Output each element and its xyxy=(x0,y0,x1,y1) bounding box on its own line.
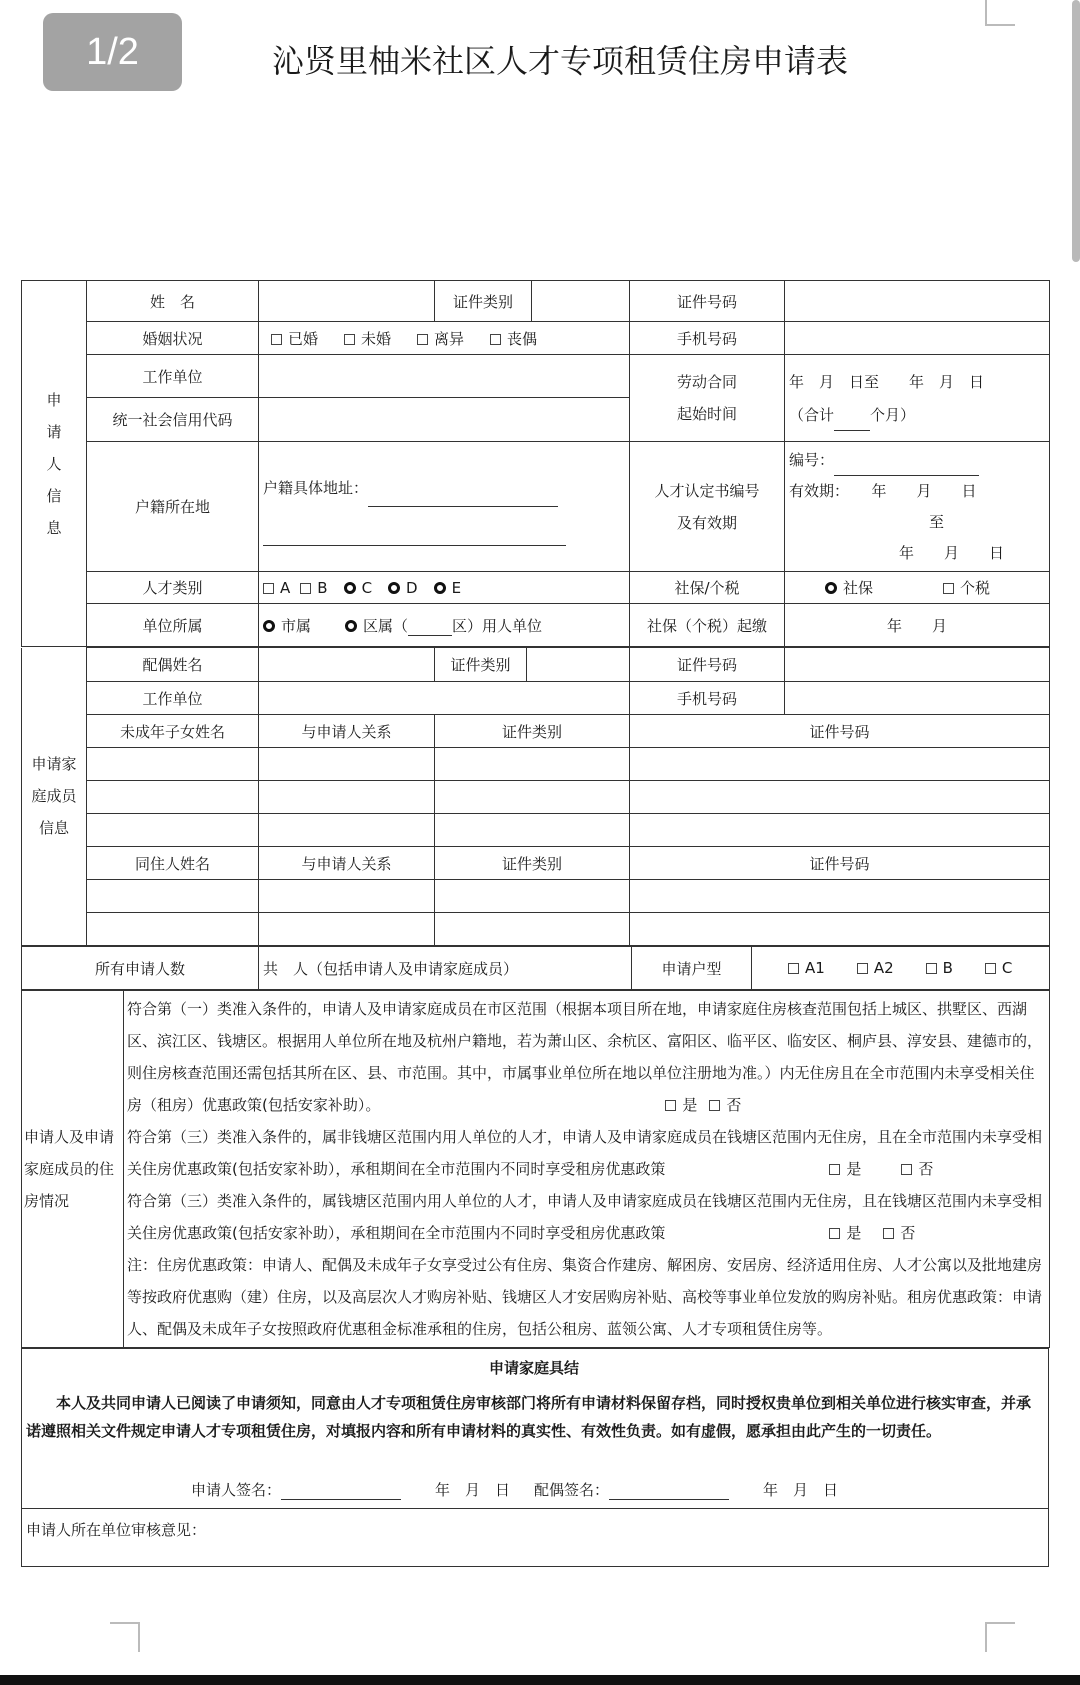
talent-cert-label: 人才认定书编号 及有效期 xyxy=(630,442,785,572)
table-row xyxy=(22,748,1050,781)
name-field[interactable] xyxy=(259,281,435,322)
id-type-header: 证件类别 xyxy=(435,847,630,880)
spouse-employer-field[interactable] xyxy=(259,682,630,715)
housing-note: 注：住房优惠政策：申请人、配偶及未成年子女享受过公有住房、集资合作建房、解困房、安居房、经济适用住房、人才公寓以及批地建房等按政府优惠购（建）住房，以及高层次人才购房补贴、钱塘区人才安居购房补贴、高校等事业单位发放的购房补贴。租房优惠政策：申请人、配偶及未成年子女按照政府优惠租金标准承租的住房，包括公租房、蓝领公寓、人才专项租赁住房等。 xyxy=(127,1256,1043,1338)
hukou-label: 户籍所在地 xyxy=(87,442,259,572)
marital-label: 婚姻状况 xyxy=(87,322,259,355)
phone-label: 手机号码 xyxy=(630,322,785,355)
count-table xyxy=(21,946,1050,990)
social-start-field[interactable]: 年 月 xyxy=(785,604,1050,647)
talent-type-options: A B C D E xyxy=(259,572,630,604)
checkbox[interactable] xyxy=(857,963,868,974)
checkbox[interactable] xyxy=(883,1228,894,1239)
pledge-cell xyxy=(22,1349,1049,1509)
pledge-table xyxy=(21,1348,1049,1567)
document-title: 沁贤里柚米社区人才专项租赁住房申请表 xyxy=(271,42,848,80)
social-start-label: 社保（个税）起缴 xyxy=(630,604,785,647)
page-number: 1/2 xyxy=(86,30,139,73)
checkbox[interactable] xyxy=(490,334,501,345)
credit-code-field[interactable] xyxy=(259,398,630,442)
crop-mark xyxy=(985,1622,1015,1652)
radio-selected[interactable] xyxy=(344,582,356,594)
unit-type-options: A1 A2 B C xyxy=(752,947,1050,990)
condition-1: 符合第（一）类准入条件的，申请人及申请家庭成员在市区范围（根据本项目所在地，申请家庭住房核查范围包括上城区、拱墅区、西湖区、滨江区、钱塘区。根据用人单位所在地及杭州户籍地，若为萧山区、余杭区、富阳区、临平区、临安区、桐庐县、淳安县、建德市的，则住房核查范围还需包括其所在区、县、市范围。其中，市属事业单位所在地以单位注册地为准。）内无住房且在全市范围内未享受相关住房（租房）优惠政策(包括安家补助）。 是 否 xyxy=(127,1000,1043,1114)
employer-label: 工作单位 xyxy=(87,355,259,398)
employer-review-label: 申请人所在单位审核意见： xyxy=(26,1521,207,1539)
unit-type-label: 申请户型 xyxy=(632,947,752,990)
spouse-signature-field[interactable] xyxy=(609,1481,729,1500)
applicant-count-field[interactable]: 共 人（包括申请人及申请家庭成员） xyxy=(259,947,632,990)
pledge-text: 本人及共同申请人已阅读了申请须知，同意由人才专项租赁住房审核部门将所有申请材料保留存档，同时授权贵单位到相关单位进行核实审查，并承诺遵照相关文件规定申请人才专项租赁住房，对填报内容和所有申请材料的真实性、有效性负责。如有虚假，愿承担由此产生的一切责任。 xyxy=(26,1394,1032,1440)
condition-3: 符合第（三）类准入条件的，属钱塘区范围内用人单位的人才，申请人及申请家庭成员在钱塘区范围内无住房，且在钱塘区范围内未享受相关住房优惠政策(包括安家补助），承租期间在全市范围内不同时享受租房优惠政策 是 否 xyxy=(127,1192,1043,1242)
checkbox[interactable] xyxy=(985,963,996,974)
applicant-section-label: 申 请 人 信 息 xyxy=(22,281,87,647)
relation-header: 与申请人关系 xyxy=(259,847,435,880)
hukou-address-field[interactable]: 户籍具体地址： xyxy=(259,442,630,572)
spouse-employer-label: 工作单位 xyxy=(87,682,259,715)
unit-options: 市属 区属（ 区）用人单位 xyxy=(259,604,630,647)
id-type-field[interactable] xyxy=(532,281,630,322)
id-no-header: 证件号码 xyxy=(630,715,1050,748)
checkbox[interactable] xyxy=(788,963,799,974)
checkbox[interactable] xyxy=(417,334,428,345)
id-type-label: 证件类别 xyxy=(435,281,532,322)
checkbox[interactable] xyxy=(829,1228,840,1239)
signature-line: 申请人签名： 年 月 日 配偶签名： 年 月 日 xyxy=(191,1481,839,1499)
spouse-id-type-field[interactable] xyxy=(527,648,630,682)
social-label: 社保/个税 xyxy=(630,572,785,604)
spouse-id-no-field[interactable] xyxy=(785,648,1050,682)
contract-period-field[interactable]: 年 月 日至 年 月 日 （合计 个月） xyxy=(785,355,1050,442)
marital-option[interactable]: 未婚 xyxy=(344,328,391,349)
checkbox[interactable] xyxy=(263,583,274,594)
radio-selected[interactable] xyxy=(388,582,400,594)
id-no-field[interactable] xyxy=(785,281,1050,322)
spouse-phone-label: 手机号码 xyxy=(630,682,785,715)
talent-type-label: 人才类别 xyxy=(87,572,259,604)
spouse-id-type-label: 证件类别 xyxy=(435,648,527,682)
marital-options xyxy=(259,322,630,355)
checkbox[interactable] xyxy=(300,583,311,594)
marital-option[interactable]: 离异 xyxy=(417,328,464,349)
family-table xyxy=(21,647,1050,946)
crop-mark xyxy=(110,1622,140,1652)
checkbox[interactable] xyxy=(344,334,355,345)
checkbox[interactable] xyxy=(926,963,937,974)
talent-cert-field[interactable]: 编号： 有效期： 年 月 日 至 年 月 日 xyxy=(785,442,1050,572)
pledge-title: 申请家庭具结 xyxy=(488,1359,579,1377)
condition-2: 符合第（三）类准入条件的，属非钱塘区范围内用人单位的人才，申请人及申请家庭成员在钱塘区范围内无住房，且在全市范围内未享受相关住房优惠政策(包括安家补助），承租期间在全市范围内不同时享受租房优惠政策 是 否 xyxy=(127,1128,1043,1178)
spouse-label: 配偶姓名 xyxy=(87,648,259,682)
applicant-count-label: 所有申请人数 xyxy=(22,947,259,990)
checkbox[interactable] xyxy=(943,583,954,594)
marital-option[interactable]: 丧偶 xyxy=(490,328,537,349)
table-row xyxy=(22,880,1050,913)
checkbox[interactable] xyxy=(709,1100,720,1111)
relation-header: 与申请人关系 xyxy=(259,715,435,748)
employer-review-field[interactable] xyxy=(22,1509,1049,1567)
bottom-bar xyxy=(0,1675,1080,1685)
radio-selected[interactable] xyxy=(263,620,275,632)
application-form xyxy=(21,280,1049,1567)
housing-table xyxy=(21,990,1050,1348)
id-no-header: 证件号码 xyxy=(630,847,1050,880)
crop-mark xyxy=(985,0,1015,26)
cohabitant-name-header: 同住人姓名 xyxy=(87,847,259,880)
marital-option[interactable]: 已婚 xyxy=(271,328,318,349)
radio-selected[interactable] xyxy=(434,582,446,594)
checkbox[interactable] xyxy=(271,334,282,345)
phone-field[interactable] xyxy=(785,322,1050,355)
applicant-signature-field[interactable] xyxy=(281,1481,401,1500)
family-section-label: 申请家 庭成员 信息 xyxy=(22,648,87,946)
spouse-phone-field[interactable] xyxy=(785,682,1050,715)
table-row xyxy=(22,814,1050,847)
name-label: 姓 名 xyxy=(87,281,259,322)
spouse-name-field[interactable] xyxy=(259,648,435,682)
scrollbar[interactable] xyxy=(1072,0,1080,262)
housing-section-label: 申请人及申请 家庭成员的住 房情况 xyxy=(22,991,124,1348)
minor-name-header: 未成年子女姓名 xyxy=(87,715,259,748)
social-options: 社保 个税 xyxy=(785,572,1050,604)
unit-label: 单位所属 xyxy=(87,604,259,647)
contract-label: 劳动合同 起始时间 xyxy=(630,355,785,442)
checkbox[interactable] xyxy=(665,1100,676,1111)
housing-conditions xyxy=(124,991,1050,1348)
table-row xyxy=(22,913,1050,946)
checkbox[interactable] xyxy=(901,1164,912,1175)
radio-selected[interactable] xyxy=(345,620,357,632)
checkbox[interactable] xyxy=(829,1164,840,1175)
id-no-label: 证件号码 xyxy=(630,281,785,322)
table-row xyxy=(22,781,1050,814)
credit-code-label: 统一社会信用代码 xyxy=(87,398,259,442)
id-type-header: 证件类别 xyxy=(435,715,630,748)
employer-field[interactable] xyxy=(259,355,630,398)
applicant-table xyxy=(21,280,1050,647)
spouse-id-no-label: 证件号码 xyxy=(630,648,785,682)
radio-selected[interactable] xyxy=(825,582,837,594)
